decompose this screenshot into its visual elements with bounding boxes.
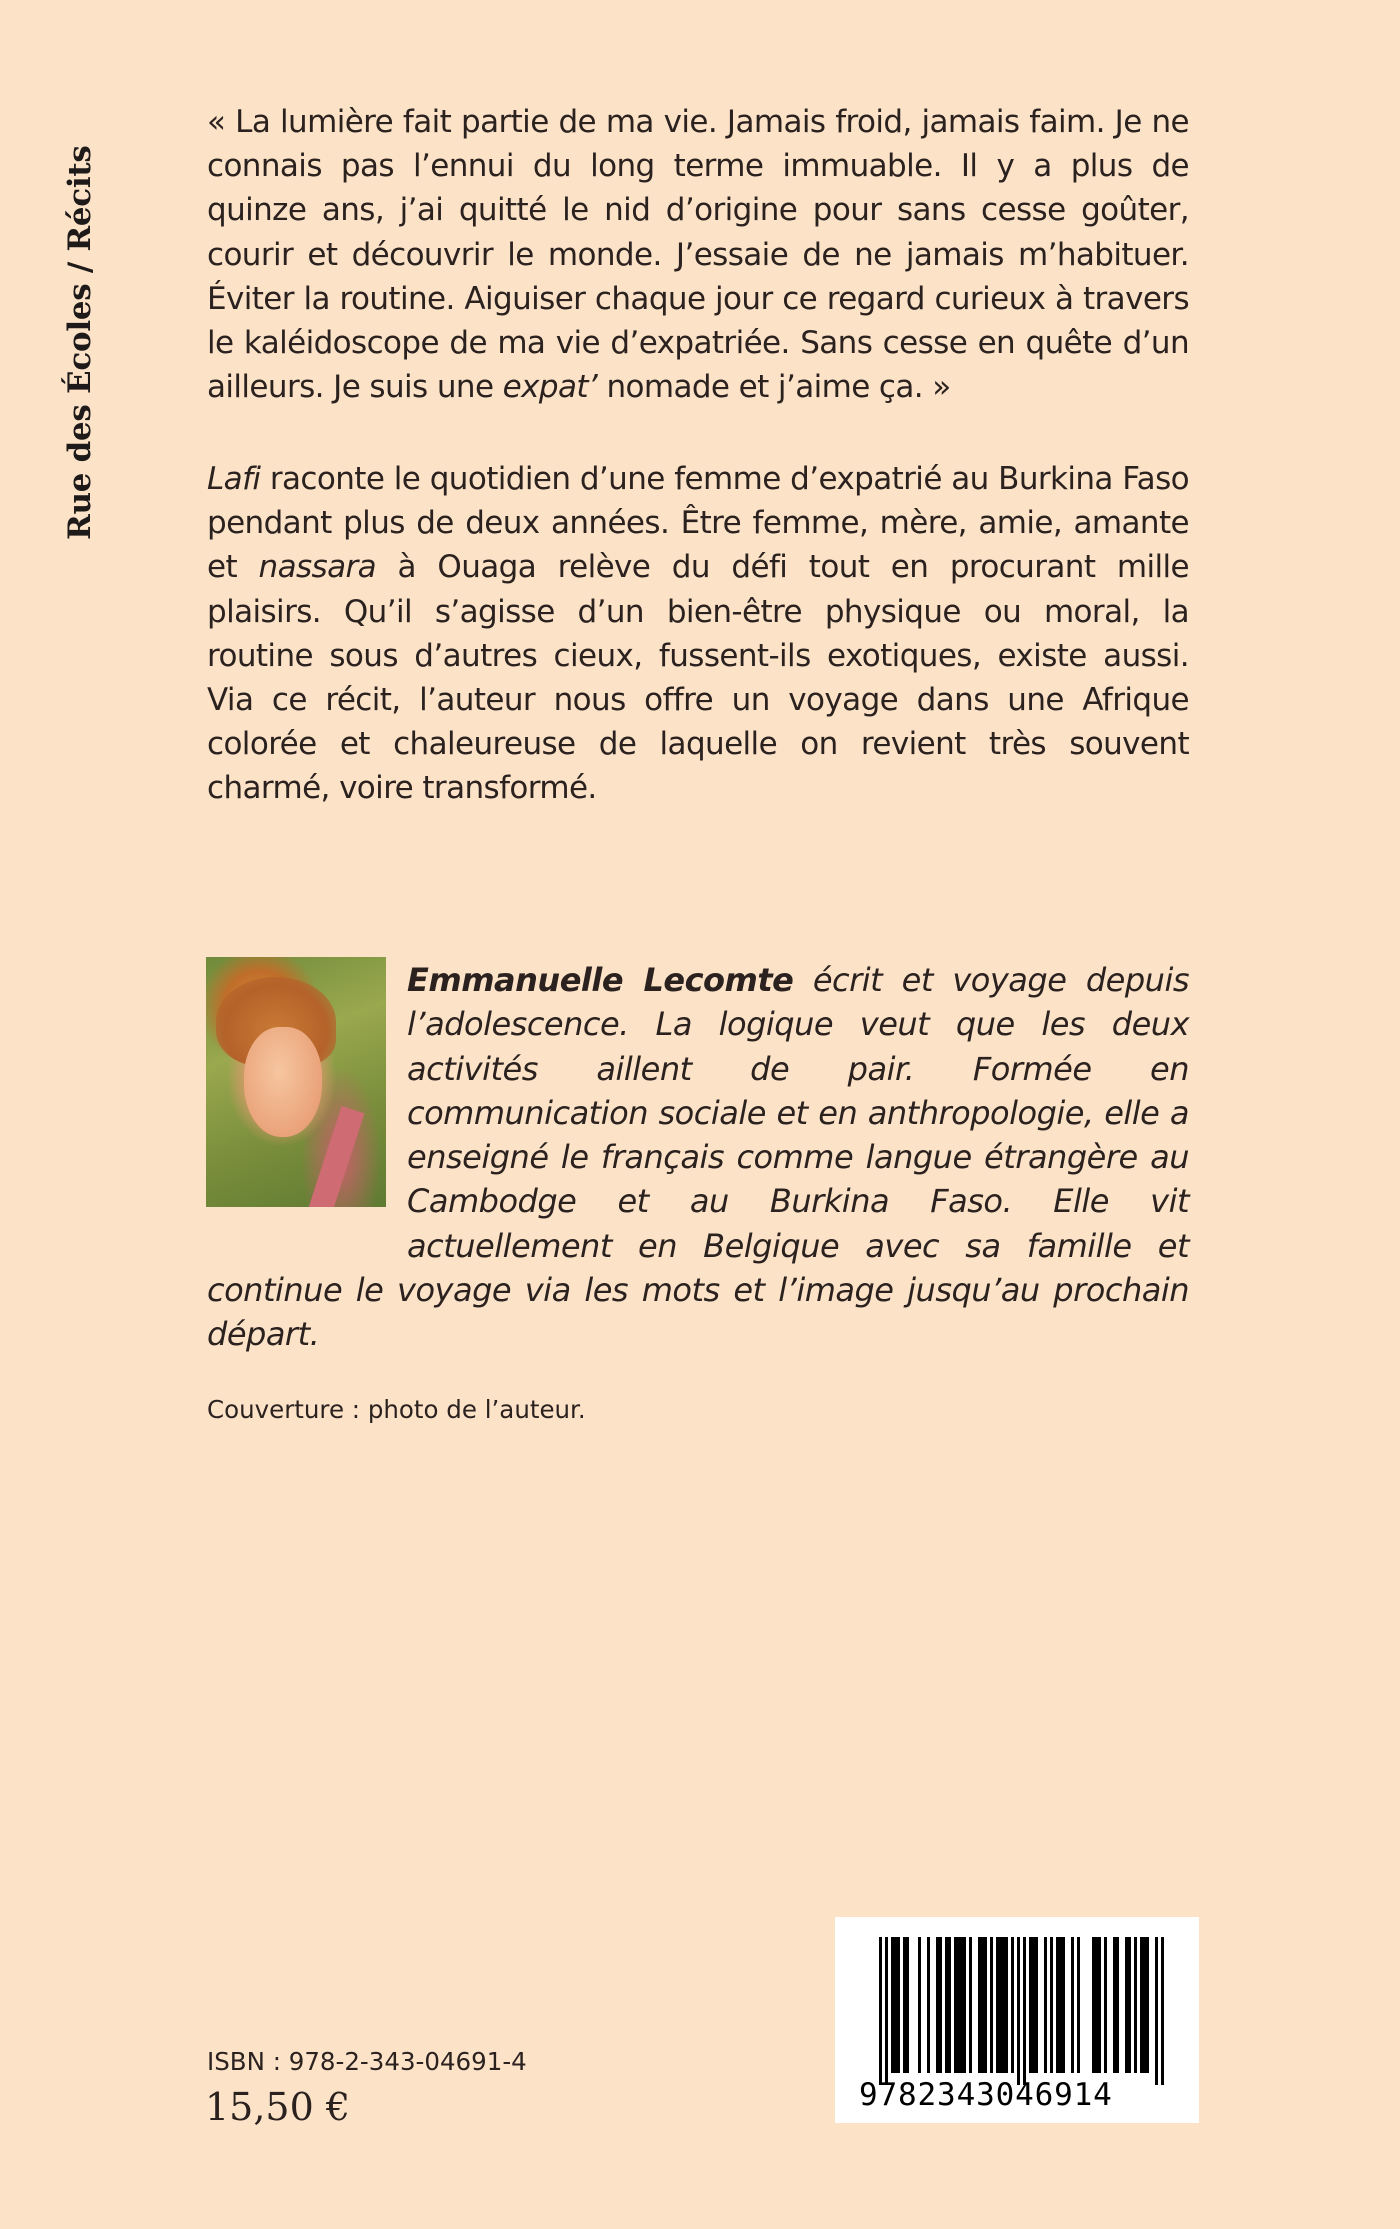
barcode-bar xyxy=(945,1937,948,2073)
barcode-bar xyxy=(960,1937,963,2073)
barcode-bar xyxy=(891,1937,894,2073)
barcode-bar xyxy=(1146,1937,1149,2073)
barcode-bar xyxy=(1125,1937,1128,2073)
spine-collection-label xyxy=(62,100,122,540)
barcode-bar xyxy=(1059,1937,1062,2073)
barcode-bar xyxy=(1128,1937,1131,2073)
barcode-bar xyxy=(1143,1937,1146,2073)
barcode-bar xyxy=(1077,1937,1080,2073)
quote-text-end: nomade et j’aime ça. » xyxy=(597,369,951,406)
barcode-bar xyxy=(963,1937,966,2073)
author-bio-text: écrit et voyage depuis l’adolescence. La logique veut que les deux activités aillent de pair. Formée en communication sociale et en anthropologie, elle a enseigné le français comme langue étrangère au Cambodge et au Burkina Faso. Elle vit actuellement en Belgique avec sa famille et continue le voyage via les mots et l’image jusqu’au prochain départ. xyxy=(207,961,1189,1354)
barcode-bar xyxy=(1029,1937,1032,2073)
author-bio xyxy=(207,958,1189,1357)
cover-credit: Couverture : photo de l’auteur. xyxy=(207,1395,586,1424)
blurb-text-end: à Ouaga relève du défi tout en procurant mille plaisirs. Qu’il s’agisse d’un bien-être physique ou moral, la routine sous d’autres cieux, fussent-ils exotiques, existe aussi. Via ce récit, l’auteur nous offre un voyage dans une Afrique colorée et chaleureuse de laquelle on revient très souvent charmé, voire transformé. xyxy=(207,549,1189,807)
blurb-paragraph xyxy=(207,457,1189,811)
barcode-bar xyxy=(1050,1937,1053,2073)
barcode-bar xyxy=(927,1937,930,2073)
barcode-bar xyxy=(1044,1937,1047,2073)
barcode-bar xyxy=(1017,1937,1020,2085)
barcode-bar xyxy=(1062,1937,1065,2073)
barcode-bar xyxy=(1134,1937,1137,2073)
barcode-bar xyxy=(1011,1937,1014,2073)
barcode-bar xyxy=(996,1937,999,2073)
barcode-bar xyxy=(990,1937,993,2073)
isbn-label: ISBN : 978-2-343-04691-4 xyxy=(207,2047,527,2076)
barcode-bar xyxy=(957,1937,960,2073)
barcode-bar xyxy=(1005,1937,1008,2073)
barcode-digits: 9782343046914 xyxy=(859,2077,1113,2113)
barcode-bar xyxy=(1002,1937,1005,2073)
quote-emphasis: expat’ xyxy=(502,369,598,406)
barcode-bar xyxy=(897,1937,900,2073)
barcode xyxy=(835,1917,1199,2123)
barcode-bar xyxy=(939,1937,942,2073)
barcode-bar xyxy=(1032,1937,1035,2073)
quote-text-start: « La lumière fait partie de ma vie. Jamais froid, jamais faim. Je ne connais pas l’ennui du long terme immuable. Il y a plus de quinze ans, j’ai quitté le nid d’origine pour sans cesse goûter, courir et découvrir le monde. J’essaie de ne jamais m’habituer. Éviter la routine. Aiguiser chaque jour ce regard curieux à travers le kaléidoscope de ma vie d’expatriée. Sans cesse en quête d’un ailleurs. Je suis une xyxy=(207,104,1189,406)
barcode-bar xyxy=(1104,1937,1107,2073)
barcode-bar xyxy=(1155,1937,1158,2085)
barcode-bar xyxy=(1023,1937,1026,2085)
barcode-bar xyxy=(918,1937,921,2073)
barcode-bar xyxy=(1161,1937,1164,2085)
barcode-bar xyxy=(978,1937,981,2073)
barcode-bar xyxy=(948,1937,951,2073)
barcode-bar xyxy=(1113,1937,1116,2073)
barcode-bar xyxy=(1116,1937,1119,2073)
barcode-bar xyxy=(1095,1937,1098,2073)
barcode-bar xyxy=(903,1937,906,2073)
barcode-bar xyxy=(885,1937,888,2085)
blurb-text-start: raconte le quotidien d’une femme d’expatrié au Burkina Faso pendant plus de deux années. Être femme, mère, amie, amante et xyxy=(207,461,1189,586)
barcode-bar xyxy=(1098,1937,1101,2073)
barcode-bar xyxy=(879,1937,882,2085)
book-title: Lafi xyxy=(207,461,261,497)
barcode-bar xyxy=(1056,1937,1059,2073)
barcode-bar xyxy=(1035,1937,1038,2073)
barcode-bar xyxy=(936,1937,939,2073)
price-label: 15,50 € xyxy=(205,2085,351,2129)
quote-paragraph xyxy=(207,100,1189,409)
barcode-bar xyxy=(999,1937,1002,2073)
blurb-emphasis: nassara xyxy=(258,549,377,586)
barcode-bar xyxy=(1071,1937,1074,2073)
barcode-bar xyxy=(1092,1937,1095,2073)
collection-title: Rue des Écoles / Récits xyxy=(62,145,98,540)
barcode-bar xyxy=(894,1937,897,2073)
barcode-bar xyxy=(1140,1937,1143,2073)
barcode-bar xyxy=(906,1937,909,2073)
author-name: Emmanuelle Lecomte xyxy=(407,961,794,999)
barcode-bar xyxy=(981,1937,984,2073)
barcode-bar xyxy=(969,1937,972,2073)
barcode-bar xyxy=(984,1937,987,2073)
barcode-bar xyxy=(954,1937,957,2073)
